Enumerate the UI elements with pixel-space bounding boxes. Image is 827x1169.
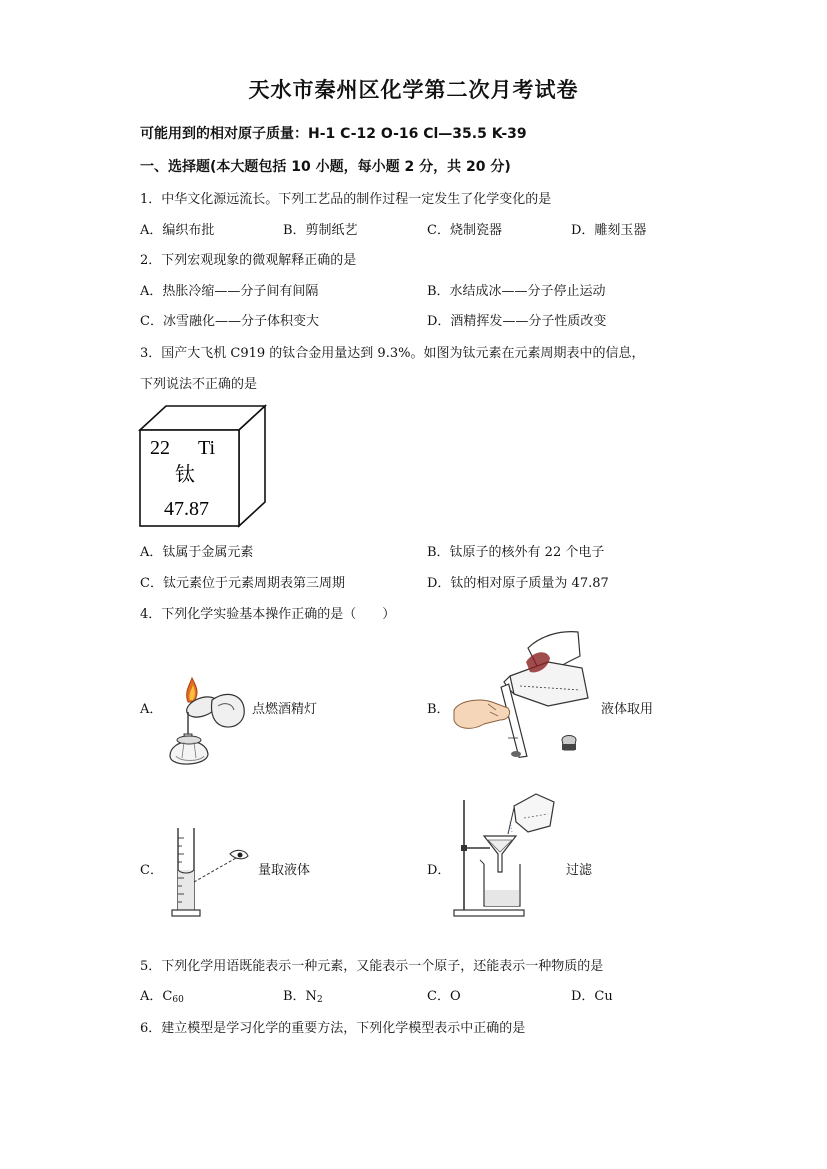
- question-5-option-b: [283, 985, 323, 1005]
- question-1-option-c: C．烧制瓷器: [427, 223, 502, 238]
- question-5-option-c: C．O: [427, 989, 461, 1004]
- question-4-option-d-letter: D．: [427, 863, 451, 878]
- tile-element-name: 钛: [175, 464, 195, 486]
- question-5-option-b-text: B．N: [283, 989, 317, 1004]
- question-5-option-b-subscript: 2: [316, 995, 323, 1005]
- question-2-option-d: D．酒精挥发——分子性质改变: [427, 314, 607, 329]
- question-2-option-b: B．水结成冰——分子停止运动: [427, 284, 606, 299]
- question-4-option-b-label: 液体取用: [601, 702, 654, 717]
- question-4-option-d-label: 过滤: [566, 863, 593, 878]
- question-2-option-a: A．热胀冷缩——分子间有间隔: [140, 284, 319, 299]
- question-3-option-d: D．钛的相对原子质量为 47.87: [427, 576, 609, 591]
- question-4-option-a-label: 点燃酒精灯: [252, 702, 318, 717]
- question-4-option-c-letter: C．: [140, 863, 163, 878]
- question-1-stem: 1．中华文化源远流长。下列工艺品的制作过程一定发生了化学变化的是: [140, 192, 552, 207]
- question-1-option-a: A．编织布批: [140, 223, 215, 238]
- tile-element-symbol: Ti: [198, 437, 216, 459]
- exam-title: 天水市秦州区化学第二次月考试卷: [248, 78, 579, 102]
- question-4-option-c-label: 量取液体: [258, 863, 311, 878]
- measuring-cylinder-illustration: [170, 826, 252, 920]
- tile-atomic-number: 22: [150, 437, 170, 459]
- alcohol-lamp-lighting-illustration: [160, 672, 250, 772]
- question-4-stem: 4．下列化学实验基本操作正确的是（ ）: [140, 607, 396, 622]
- question-6-stem: 6．建立模型是学习化学的重要方法，下列化学模型表示中正确的是: [140, 1021, 526, 1036]
- section-heading-multiple-choice: 一、选择题(本大题包括 10 小题，每小题 2 分，共 20 分): [140, 159, 511, 175]
- atomic-masses-line: 可能用到的相对原子质量：H-1 C-12 O-16 Cl—35.5 K-39: [140, 126, 527, 142]
- question-1-option-d: D．雕刻玉器: [571, 223, 647, 238]
- question-2-stem: 2．下列宏观现象的微观解释正确的是: [140, 253, 357, 268]
- question-1-option-b: B．剪制纸艺: [283, 223, 358, 238]
- question-5-option-a-subscript: 60: [172, 995, 184, 1005]
- question-5-option-a-text: A．C: [140, 989, 173, 1004]
- question-5-option-d: D．Cu: [571, 989, 613, 1004]
- question-4-option-a-letter: A．: [140, 702, 163, 717]
- question-3-option-b: B．钛原子的核外有 22 个电子: [427, 545, 605, 560]
- question-3-stem-line1: 3．国产大飞机 C919 的钛合金用量达到 9.3%。如图为钛元素在元素周期表中的信息，: [140, 346, 645, 361]
- tile-atomic-mass: 47.87: [164, 498, 209, 520]
- question-5-stem: 5．下列化学用语既能表示一种元素，又能表示一个原子，还能表示一种物质的是: [140, 959, 604, 974]
- question-3-option-a: A．钛属于金属元素: [140, 545, 254, 560]
- question-3-stem-line2: 下列说法不正确的是: [140, 377, 258, 392]
- question-5-option-a: [140, 985, 184, 1005]
- question-3-option-c: C．钛元素位于元素周期表第三周期: [140, 576, 345, 591]
- filtration-apparatus-illustration: [450, 792, 560, 920]
- question-4-option-b-letter: B．: [427, 702, 450, 717]
- periodic-table-tile-figure: [138, 404, 268, 528]
- question-2-option-c: C．冰雪融化——分子体积变大: [140, 314, 319, 329]
- liquid-pouring-illustration: [450, 628, 600, 763]
